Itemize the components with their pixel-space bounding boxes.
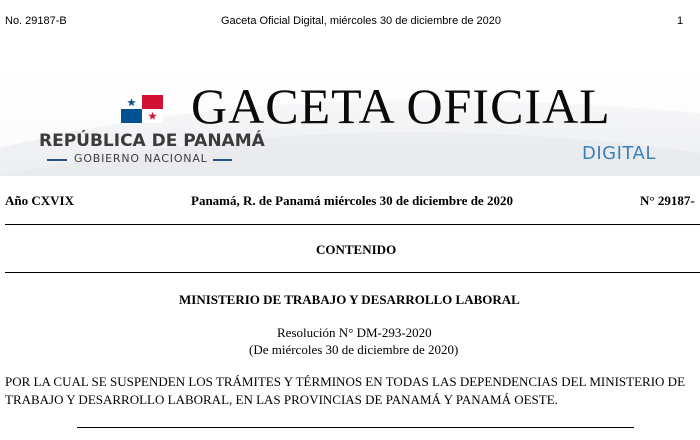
resolution-number: Resolución N° DM-293-2020 <box>277 325 432 340</box>
resolution-date: (De miércoles 30 de diciembre de 2020) <box>249 342 459 357</box>
divider <box>5 224 700 225</box>
government-line-left <box>47 159 67 161</box>
issue-number-header: No. 29187-B <box>5 15 67 27</box>
resolution-summary-line: TRABAJO Y DESARROLLO LABORAL, EN LAS PROVINCIAS DE PANAMÁ Y PANAMÁ OESTE. <box>5 392 558 407</box>
issue-year: Año CXVIX <box>5 193 74 208</box>
panama-flag-icon <box>121 95 163 123</box>
divider <box>5 272 700 273</box>
government-label: GOBIERNO NACIONAL <box>74 152 208 165</box>
page-number: 1 <box>677 15 684 27</box>
header-date: Gaceta Oficial Digital, miércoles 30 de diciembre de 2020 <box>221 15 502 27</box>
contents-heading: CONTENIDO <box>316 242 397 257</box>
resolution-summary-line: POR LA CUAL SE SUSPENDEN LOS TRÁMITES Y TÉRMINOS EN TODAS LAS DEPENDENCIAS DEL MINISTERIO DE <box>5 374 686 389</box>
digital-label: DIGITAL <box>582 143 656 164</box>
issue-number: N° 29187- <box>640 193 695 208</box>
ministry-title: MINISTERIO DE TRABAJO Y DESARROLLO LABORAL <box>179 292 520 307</box>
divider <box>77 427 634 428</box>
government-line-right <box>213 159 232 161</box>
gazette-title: GACETA OFICIAL <box>191 78 611 134</box>
country-name: REPÚBLICA DE PANAMÁ <box>39 131 265 151</box>
issue-place-date: Panamá, R. de Panamá miércoles 30 de diciembre de 2020 <box>191 193 513 208</box>
